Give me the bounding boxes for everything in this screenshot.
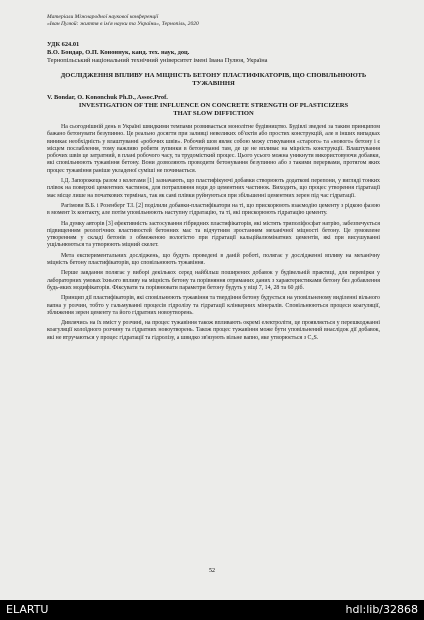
authors-ukrainian: В.О. Бондар, О.П. Кононнук, канд. тех. наук, доц. <box>47 49 190 56</box>
paragraph: Рагімови В.Б. і Розенберг Т.І. [2] поділили добавки-пластифікатори на ті, що прискорюють взаємодію цементу з рідкою фазою в момент їх контакту, але потім уповільнюють наступну гідратацію, та ті, які прискорюють гідратацію цементу. <box>47 202 380 217</box>
paragraph: Принцип дії пластифікаторів, які сповільнюють тужавіння та твердіння бетону будується на уповільненому виділенні вільного вапна у розчин, тобто у гальмуванні процесів гідролізу та гідратації клінкерних мінералів. Сповільнюються процеси коагуляції, зближення зерен цементу та його гідратних новоутворень. <box>47 295 380 316</box>
conference-header <box>47 14 380 28</box>
paragraph: Дивлячись на їх вміст у розчині, на процес тужавіння також впливають окремі електроліти, це проявляється у перешкоджанні коагуляції колоїдного розчину та гідратних новоутворень. Також процес тужавіння може бути уповільнений внаслідок дії добавок, які не втручаються у процес гідратації та гідролізу, а швидко зв'язують вільне вапно, яке утворюється з C₃S. <box>47 320 380 341</box>
paragraph: На сьогоднішній день в Україні швидкими темпами розвивається монолітне будівництво. Будівлі зведені за таким принципом бажано бетонувати безупинно. Це реально досягти при заливці невеликих об'єктів або простих конструкцій, але в інших випадках виникає необхідність у влаштуванні «робочих швів». Робочий шов являє собою межу стикування «старого» та «нового» бетону і є місцем послаблення, тому важливо робити зупинки в бетонуванні там, де це не впливає на міцність конструкції. Влаштування робочих швів це затратний, в плані робочого часу, та трудомісткий процес. Цього усього можна уникнути використовуючи добавки, які сповільнюють тужавіння бетону. Вони дозволяють проводити бетонування безупинно або з такими перервами, протягом яких процес тужавіння раніше укладеної суміші не починається. <box>47 124 380 174</box>
repository-name: ELARTU <box>6 603 49 616</box>
conference-line-2: «Іван Пулюй: життя в ім'я науки та України», Тернопіль, 2020 <box>47 21 199 27</box>
handle-identifier: hdl:lib/32868 <box>345 603 418 616</box>
authors-english: V. Bondar, O. Kononchuk Ph.D., Assoc.Prof. <box>47 94 168 101</box>
title-english: INVESTIGATION OF THE INFLUENCE ON CONCRETE STRENGTH OF PLASTICIZERS THAT SLOW DIFFICTION <box>78 102 349 117</box>
paragraph: І.Д. Запорожець разом з колегами [1] зазначають, що пластифікуючі добавки створюють додаткові перепони, у вигляді тонких плівок на поверхні цементних частинок, для потрапляння води до цементних частинок. Виходить, що процес утворення гідратації має місце лише на початкових термінах, так як самі плівки руйнуються при збільшенні цементних зерен під час гідратації. <box>47 178 380 199</box>
title-ukrainian: ДОСЛІДЖЕННЯ ВПЛИВУ НА МІЦНІСТЬ БЕТОНУ ПЛАСТИФІКАТОРІВ, ЩО СПОВІЛЬНЮЮТЬ ТУЖАВІННЯ <box>60 72 367 87</box>
udk-code: УДК 624.01 <box>47 41 80 48</box>
paragraph: Перше завдання полягає у виборі декількох серед найбільш поширених добавок у будівельній практиці, для перевірки у лабораторних умовах їхнього впливу на міцність бетону та порівняння отриманих даних з характеристиками бетону без добавлення будь-яких модифікаторів. Фіксувати та порівнювати параметри бетону будуть у віці 7, 14, 28 та 60 діб. <box>47 270 380 291</box>
page-number: 52 <box>209 568 215 574</box>
paragraph: Мета експериментальних досліджень, що будуть проведені в даній роботі, полягає у дослідженні впливу на механічну міцність бетону пластифікаторів, що сповільнюють тужавіння. <box>47 252 380 267</box>
conference-line-1: Матеріали Міжнародної наукової конференції <box>47 14 159 20</box>
article-body <box>47 124 380 342</box>
university-affiliation: Тернопільський національний технічний університет імені Івана Пулюя, Україна <box>47 57 268 64</box>
paragraph: На думку авторів [3] ефективність застосування гібридних пластифікаторів, які містять триполіфосфат натрію, забезпечується підвищенням реологічних властивостей бетонних мас та відчутним зростанням механічної міцності бетону. Це зумовлене утворенням у складі бетонів з обмеженою вологістю при гідратації кальційалюмінатних цементів, які при висушуванні ущільнюються та утворюють міцний скелет. <box>47 220 380 249</box>
repository-footer-bar <box>0 600 424 620</box>
